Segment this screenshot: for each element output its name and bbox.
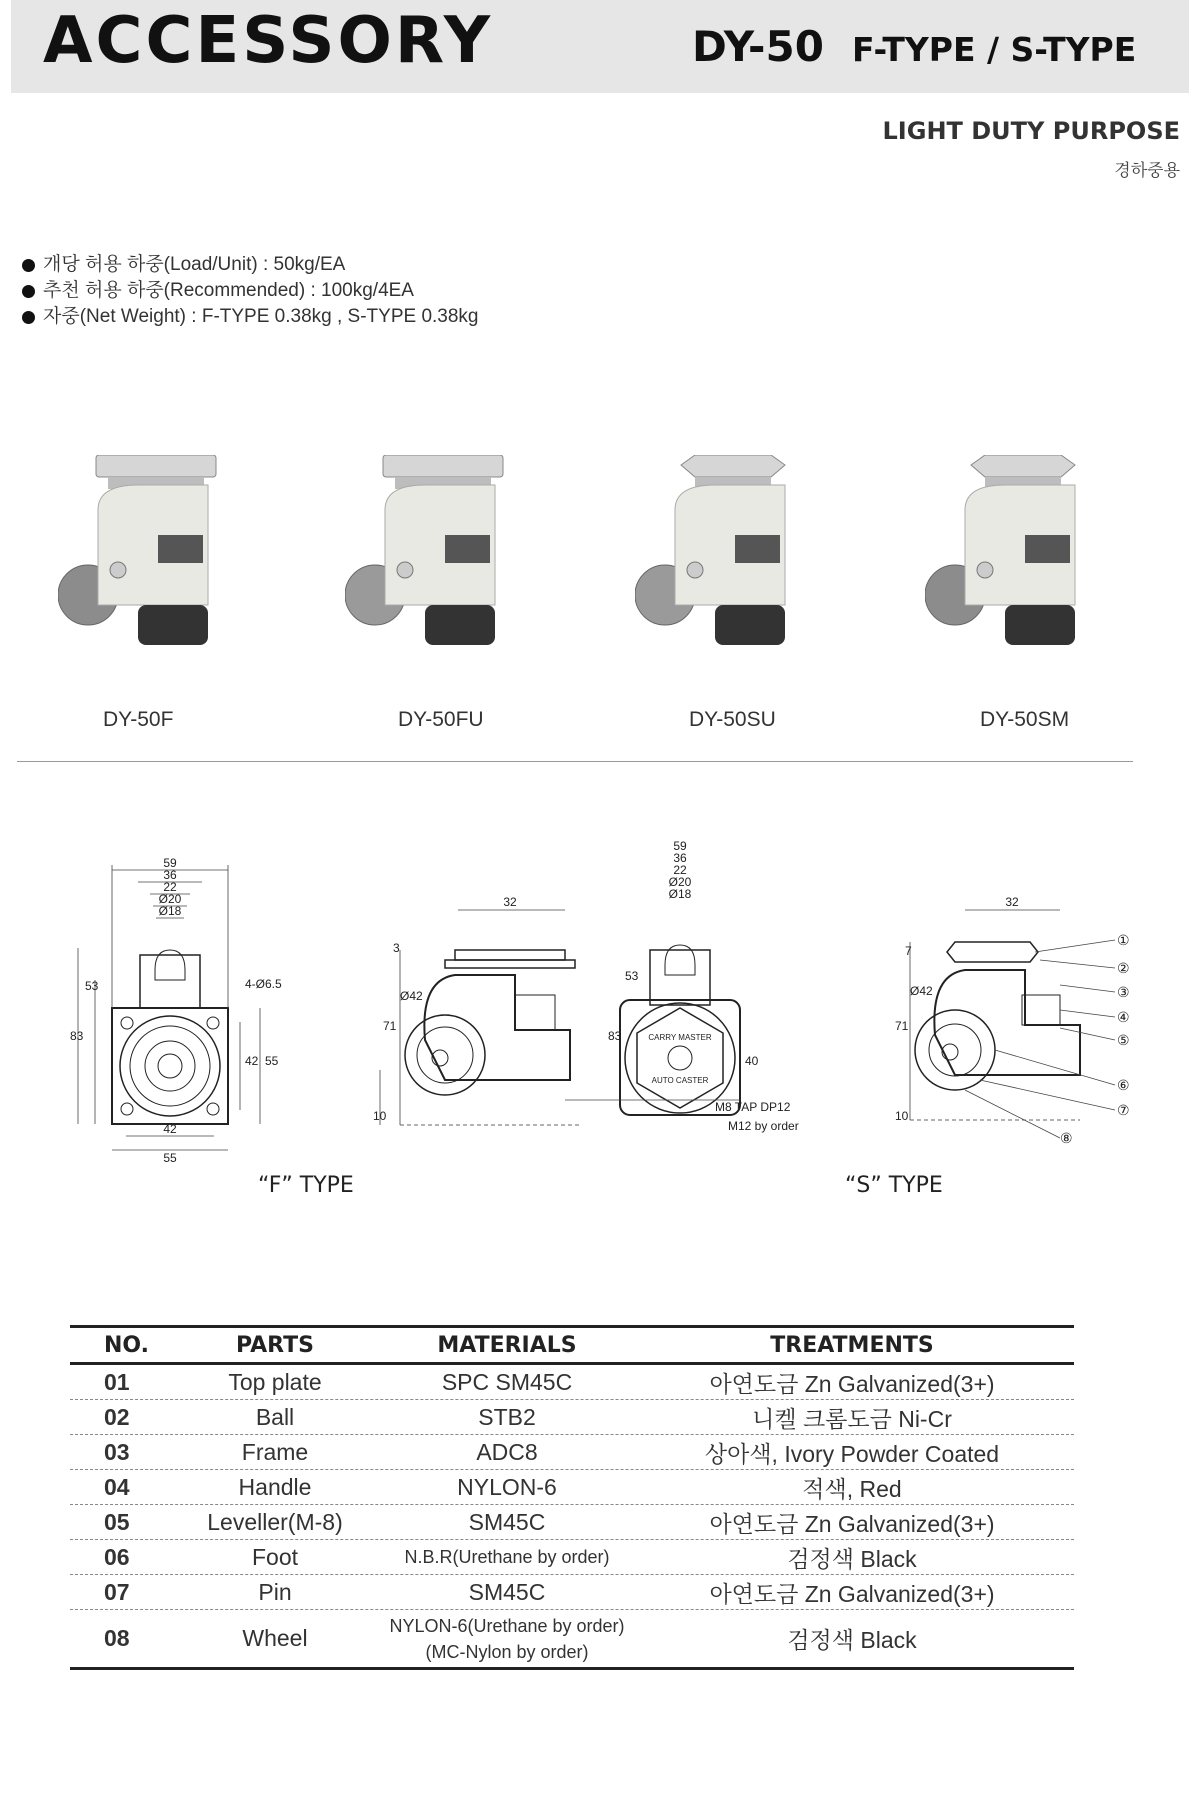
header-materials: MATERIALS <box>437 1332 577 1358</box>
dim-label: 4-Ø6.5 <box>245 977 282 991</box>
cell-no: 04 <box>104 1473 130 1500</box>
dim-label: 83 <box>70 1029 84 1043</box>
table-row <box>70 1575 1074 1610</box>
callout-7: ⑦ <box>1117 1102 1130 1118</box>
dim-label: 55 <box>163 1151 177 1165</box>
table-row <box>70 1400 1074 1435</box>
cell-material: ADC8 <box>476 1438 538 1465</box>
s-type-label: “S” TYPE <box>845 1173 943 1198</box>
dim-label: 53 <box>85 979 99 993</box>
table-row <box>70 1540 1074 1575</box>
f-type-label: “F” TYPE <box>258 1173 354 1198</box>
dim-label: 22 <box>673 863 687 877</box>
dim-label: Ø18 <box>158 904 182 918</box>
cell-material: SPC SM45C <box>441 1368 573 1395</box>
table-row <box>70 1435 1074 1470</box>
cell-treatment: 적색, Red <box>802 1475 902 1502</box>
product-label: DY-50SM <box>980 708 1070 731</box>
product-image-dy50sm <box>925 455 1115 655</box>
cell-no: 05 <box>104 1508 130 1535</box>
dim-label: 55 <box>265 1054 279 1068</box>
dim-label: 22 <box>163 880 177 894</box>
dim-label: Ø20 <box>668 875 692 889</box>
spec-text: 추천 허용 하중(Recommended) : 100kg/4EA <box>43 280 414 301</box>
cell-no: 01 <box>104 1368 130 1395</box>
cell-material-line: (MC-Nylon by order) <box>425 1641 589 1662</box>
cell-part: Pin <box>258 1578 292 1605</box>
cell-material: NYLON-6 <box>457 1473 557 1500</box>
cell-material: STB2 <box>478 1403 536 1430</box>
dim-label: 7 <box>905 944 912 958</box>
tap-note: M12 by order <box>728 1119 799 1133</box>
purpose-ko: 경하중용 <box>1114 161 1180 180</box>
dim-label: 10 <box>895 1109 909 1123</box>
technical-drawing <box>60 840 1160 1180</box>
table-row <box>70 1470 1074 1505</box>
badge-text: CARRY MASTER <box>648 1033 712 1042</box>
cell-treatment: 아연도금 Zn Galvanized(3+) <box>709 1370 995 1397</box>
s-type-side-view <box>910 910 1115 1138</box>
dim-label: 59 <box>673 840 687 853</box>
spec-item <box>22 252 479 278</box>
dim-label: Ø42 <box>910 984 933 998</box>
bullet-icon <box>22 285 35 298</box>
cell-material: SM45C <box>468 1508 546 1535</box>
dim-label: Ø20 <box>158 892 182 906</box>
callout-1: ① <box>1117 932 1130 948</box>
cell-no: 02 <box>104 1403 130 1430</box>
badge-text: AUTO CASTER <box>651 1076 709 1085</box>
model-types: F-TYPE / S-TYPE <box>852 30 1137 69</box>
cell-material <box>384 1613 630 1665</box>
dim-label: 71 <box>383 1019 397 1033</box>
parts-table <box>70 1325 1074 1670</box>
cell-treatment: 아연도금 Zn Galvanized(3+) <box>709 1510 995 1537</box>
dim-label: 36 <box>163 868 177 882</box>
cell-part: Ball <box>255 1403 295 1430</box>
cell-part: Frame <box>241 1438 309 1465</box>
cell-no: 07 <box>104 1578 130 1605</box>
cell-treatment: 검정색 Black <box>787 1627 917 1653</box>
cell-treatment: 검정색 Black <box>787 1545 917 1572</box>
page-title: ACCESSORY <box>43 4 494 78</box>
section-divider <box>17 761 1133 762</box>
purpose-en: LIGHT DUTY PURPOSE <box>882 117 1180 145</box>
model-name: DY-50 <box>692 22 824 71</box>
product-image-dy50f <box>58 455 248 655</box>
cell-no: 03 <box>104 1438 130 1465</box>
f-type-side-view <box>380 910 580 1125</box>
header-treatments: TREATMENTS <box>770 1332 934 1358</box>
dim-label: 10 <box>373 1109 387 1123</box>
bullet-icon <box>22 259 35 272</box>
callout-2: ② <box>1117 960 1130 976</box>
dim-label: 32 <box>1005 895 1019 909</box>
cell-no: 06 <box>104 1543 130 1570</box>
product-image-dy50fu <box>345 455 535 655</box>
callout-5: ⑤ <box>1117 1032 1130 1048</box>
cell-treatment: 아연도금 Zn Galvanized(3+) <box>709 1580 995 1607</box>
cell-part: Top plate <box>228 1368 322 1395</box>
s-type-front-view <box>565 945 740 1115</box>
dim-label: Ø18 <box>668 887 692 901</box>
cell-treatment: 니켈 크롬도금 Ni-Cr <box>752 1405 952 1432</box>
spec-text: 자중(Net Weight) : F-TYPE 0.38kg , S-TYPE 0.38kg <box>43 306 479 327</box>
dim-label: 71 <box>895 1019 909 1033</box>
tap-note: M8 TAP DP12 <box>715 1100 791 1114</box>
product-label: DY-50F <box>103 708 174 731</box>
dim-label: 83 <box>608 1029 622 1043</box>
dim-label: 53 <box>625 969 639 983</box>
cell-part: Handle <box>238 1473 312 1500</box>
callout-3: ③ <box>1117 984 1130 1000</box>
dim-label: Ø42 <box>400 989 423 1003</box>
dim-label: 32 <box>503 895 517 909</box>
header-no: NO. <box>104 1332 149 1358</box>
callout-4: ④ <box>1117 1009 1130 1025</box>
cell-part: Wheel <box>242 1625 308 1651</box>
spec-item <box>22 278 479 304</box>
product-image-dy50su <box>635 455 825 655</box>
cell-material: SM45C <box>468 1578 546 1605</box>
dim-label: 42 <box>245 1054 259 1068</box>
spec-item <box>22 304 479 330</box>
callout-8: ⑧ <box>1060 1130 1073 1146</box>
dim-label: 42 <box>163 1122 177 1136</box>
table-row <box>70 1365 1074 1400</box>
table-row <box>70 1610 1074 1670</box>
dim-label: 40 <box>745 1054 759 1068</box>
product-label: DY-50FU <box>398 708 484 731</box>
cell-material: N.B.R(Urethane by order) <box>404 1547 610 1567</box>
dim-label: 36 <box>673 851 687 865</box>
header-parts: PARTS <box>236 1332 314 1358</box>
cell-part: Leveller(M-8) <box>207 1508 343 1535</box>
bullet-icon <box>22 311 35 324</box>
table-row <box>70 1505 1074 1540</box>
callout-6: ⑥ <box>1117 1077 1130 1093</box>
cell-material-line: NYLON-6(Urethane by order) <box>389 1615 625 1636</box>
cell-treatment: 상아색, Ivory Powder Coated <box>704 1440 1000 1467</box>
spec-text: 개당 허용 하중(Load/Unit) : 50kg/EA <box>43 254 346 275</box>
dim-label: 3 <box>393 941 400 955</box>
table-header <box>70 1325 1074 1365</box>
cell-part: Foot <box>251 1543 299 1570</box>
product-label: DY-50SU <box>689 708 776 731</box>
spec-list <box>22 252 479 330</box>
dim-label: 59 <box>163 856 177 870</box>
cell-no: 08 <box>104 1625 130 1651</box>
